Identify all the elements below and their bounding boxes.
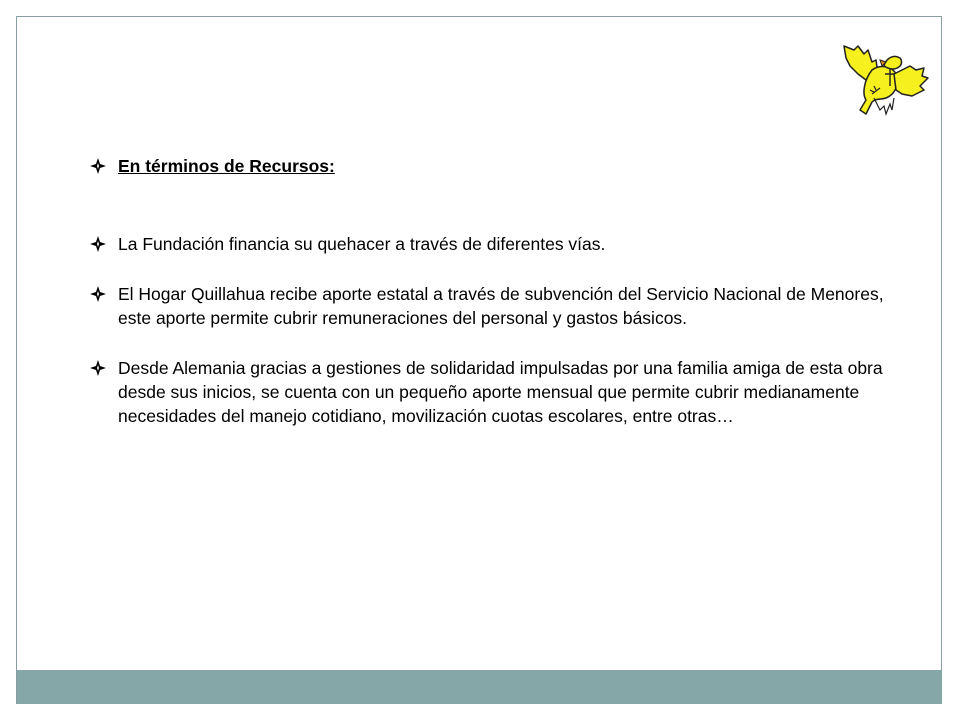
- bullet-text: Desde Alemania gracias a gestiones de solidaridad impulsadas por una familia amiga de esta obra desde sus inicios, se cuenta con un pequeño aporte mensual que permite cubrir medianamente necesidades del manejo cotidiano, movilización cuotas escolares, entre otras…: [118, 358, 883, 426]
- bullet-item: [90, 282, 890, 330]
- bullet-text: La Fundación financia su quehacer a través de diferentes vías.: [118, 234, 606, 254]
- footer-bar: [17, 670, 942, 704]
- section-heading: En términos de Recursos:: [118, 156, 335, 176]
- diamond-bullet-icon: [90, 158, 106, 174]
- bullet-item: [90, 356, 890, 428]
- bullet-text: El Hogar Quillahua recibe aporte estatal a través de subvención del Servicio Nacional de Menores, este aporte permite cubrir remuneraciones del personal y gastos básicos.: [118, 284, 884, 328]
- bullet-item: [90, 232, 890, 256]
- heading-item: [90, 154, 890, 178]
- dove-icon: [836, 40, 932, 120]
- diamond-bullet-icon: [90, 286, 106, 302]
- diamond-bullet-icon: [90, 360, 106, 376]
- diamond-bullet-icon: [90, 236, 106, 252]
- content-list: [90, 154, 890, 428]
